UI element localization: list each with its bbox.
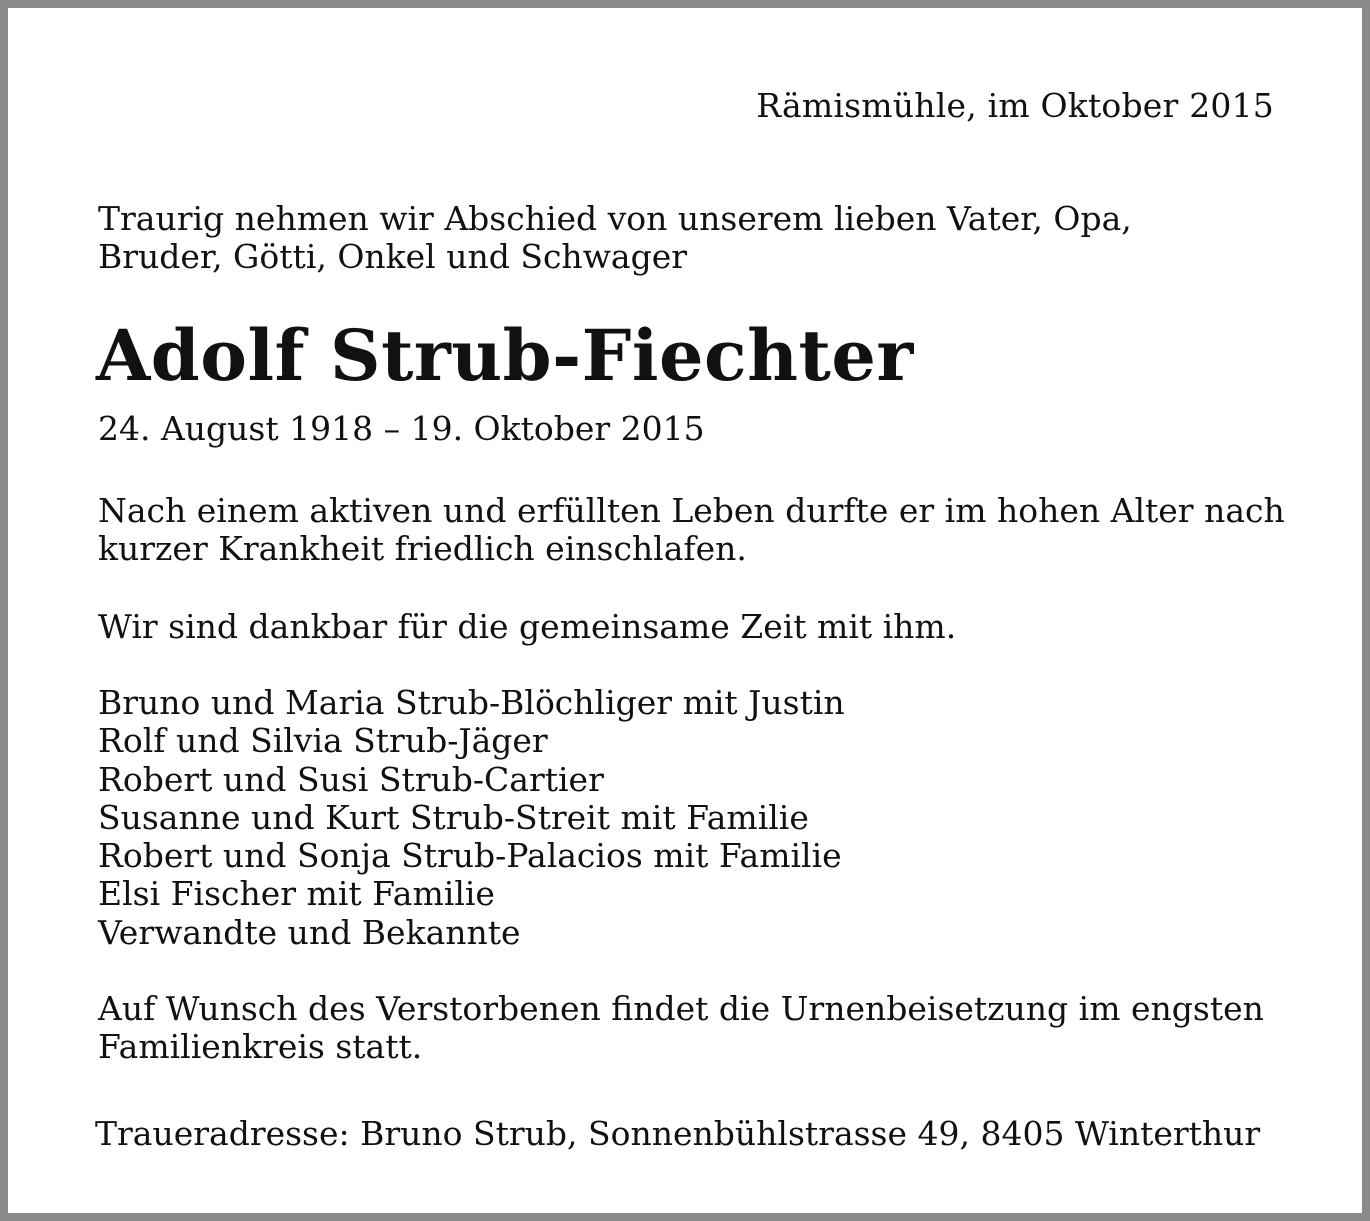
place-date: Rämismühle, im Oktober 2015	[756, 86, 1274, 125]
obituary-notice	[8, 8, 1362, 1213]
mourner-item: Elsi Fischer mit Familie	[98, 874, 495, 914]
paragraph-line: kurzer Krankheit friedlich einschlafen.	[98, 529, 747, 568]
paragraph-line: Auf Wunsch des Verstorbenen findet die Urnenbeisetzung im engsten	[98, 989, 1264, 1028]
intro-line: Bruder, Götti, Onkel und Schwager	[98, 237, 688, 276]
mourner-item: Robert und Susi Strub-Cartier	[98, 759, 604, 799]
intro-line: Traurig nehmen wir Abschied von unserem lieben Vater, Opa,	[98, 199, 1132, 238]
intro-text	[98, 200, 1132, 276]
paragraph-burial	[98, 990, 1264, 1066]
life-dates: 24. August 1918 – 19. Oktober 2015	[98, 409, 705, 448]
mourning-address: Traueradresse: Bruno Strub, Sonnenbühlstrasse 49, 8405 Winterthur	[95, 1114, 1261, 1153]
paragraph-peaceful-passing	[98, 492, 1285, 568]
deceased-name: Adolf Strub-Fiechter	[96, 314, 914, 397]
paragraph-gratitude: Wir sind dankbar für die gemeinsame Zeit mit ihm.	[98, 607, 957, 646]
mourner-item: Robert und Sonja Strub-Palacios mit Familie	[98, 836, 842, 876]
paragraph-line: Nach einem aktiven und erfüllten Leben durfte er im hohen Alter nach	[98, 491, 1285, 530]
mourner-item: Rolf und Silvia Strub-Jäger	[98, 721, 548, 761]
mourners-list	[98, 684, 845, 952]
paragraph-line: Familienkreis statt.	[98, 1027, 423, 1066]
mourner-item: Bruno und Maria Strub-Blöchliger mit Justin	[98, 683, 845, 722]
mourner-item: Verwandte und Bekannte	[98, 912, 521, 952]
mourner-item: Susanne und Kurt Strub-Streit mit Familie	[98, 797, 809, 837]
